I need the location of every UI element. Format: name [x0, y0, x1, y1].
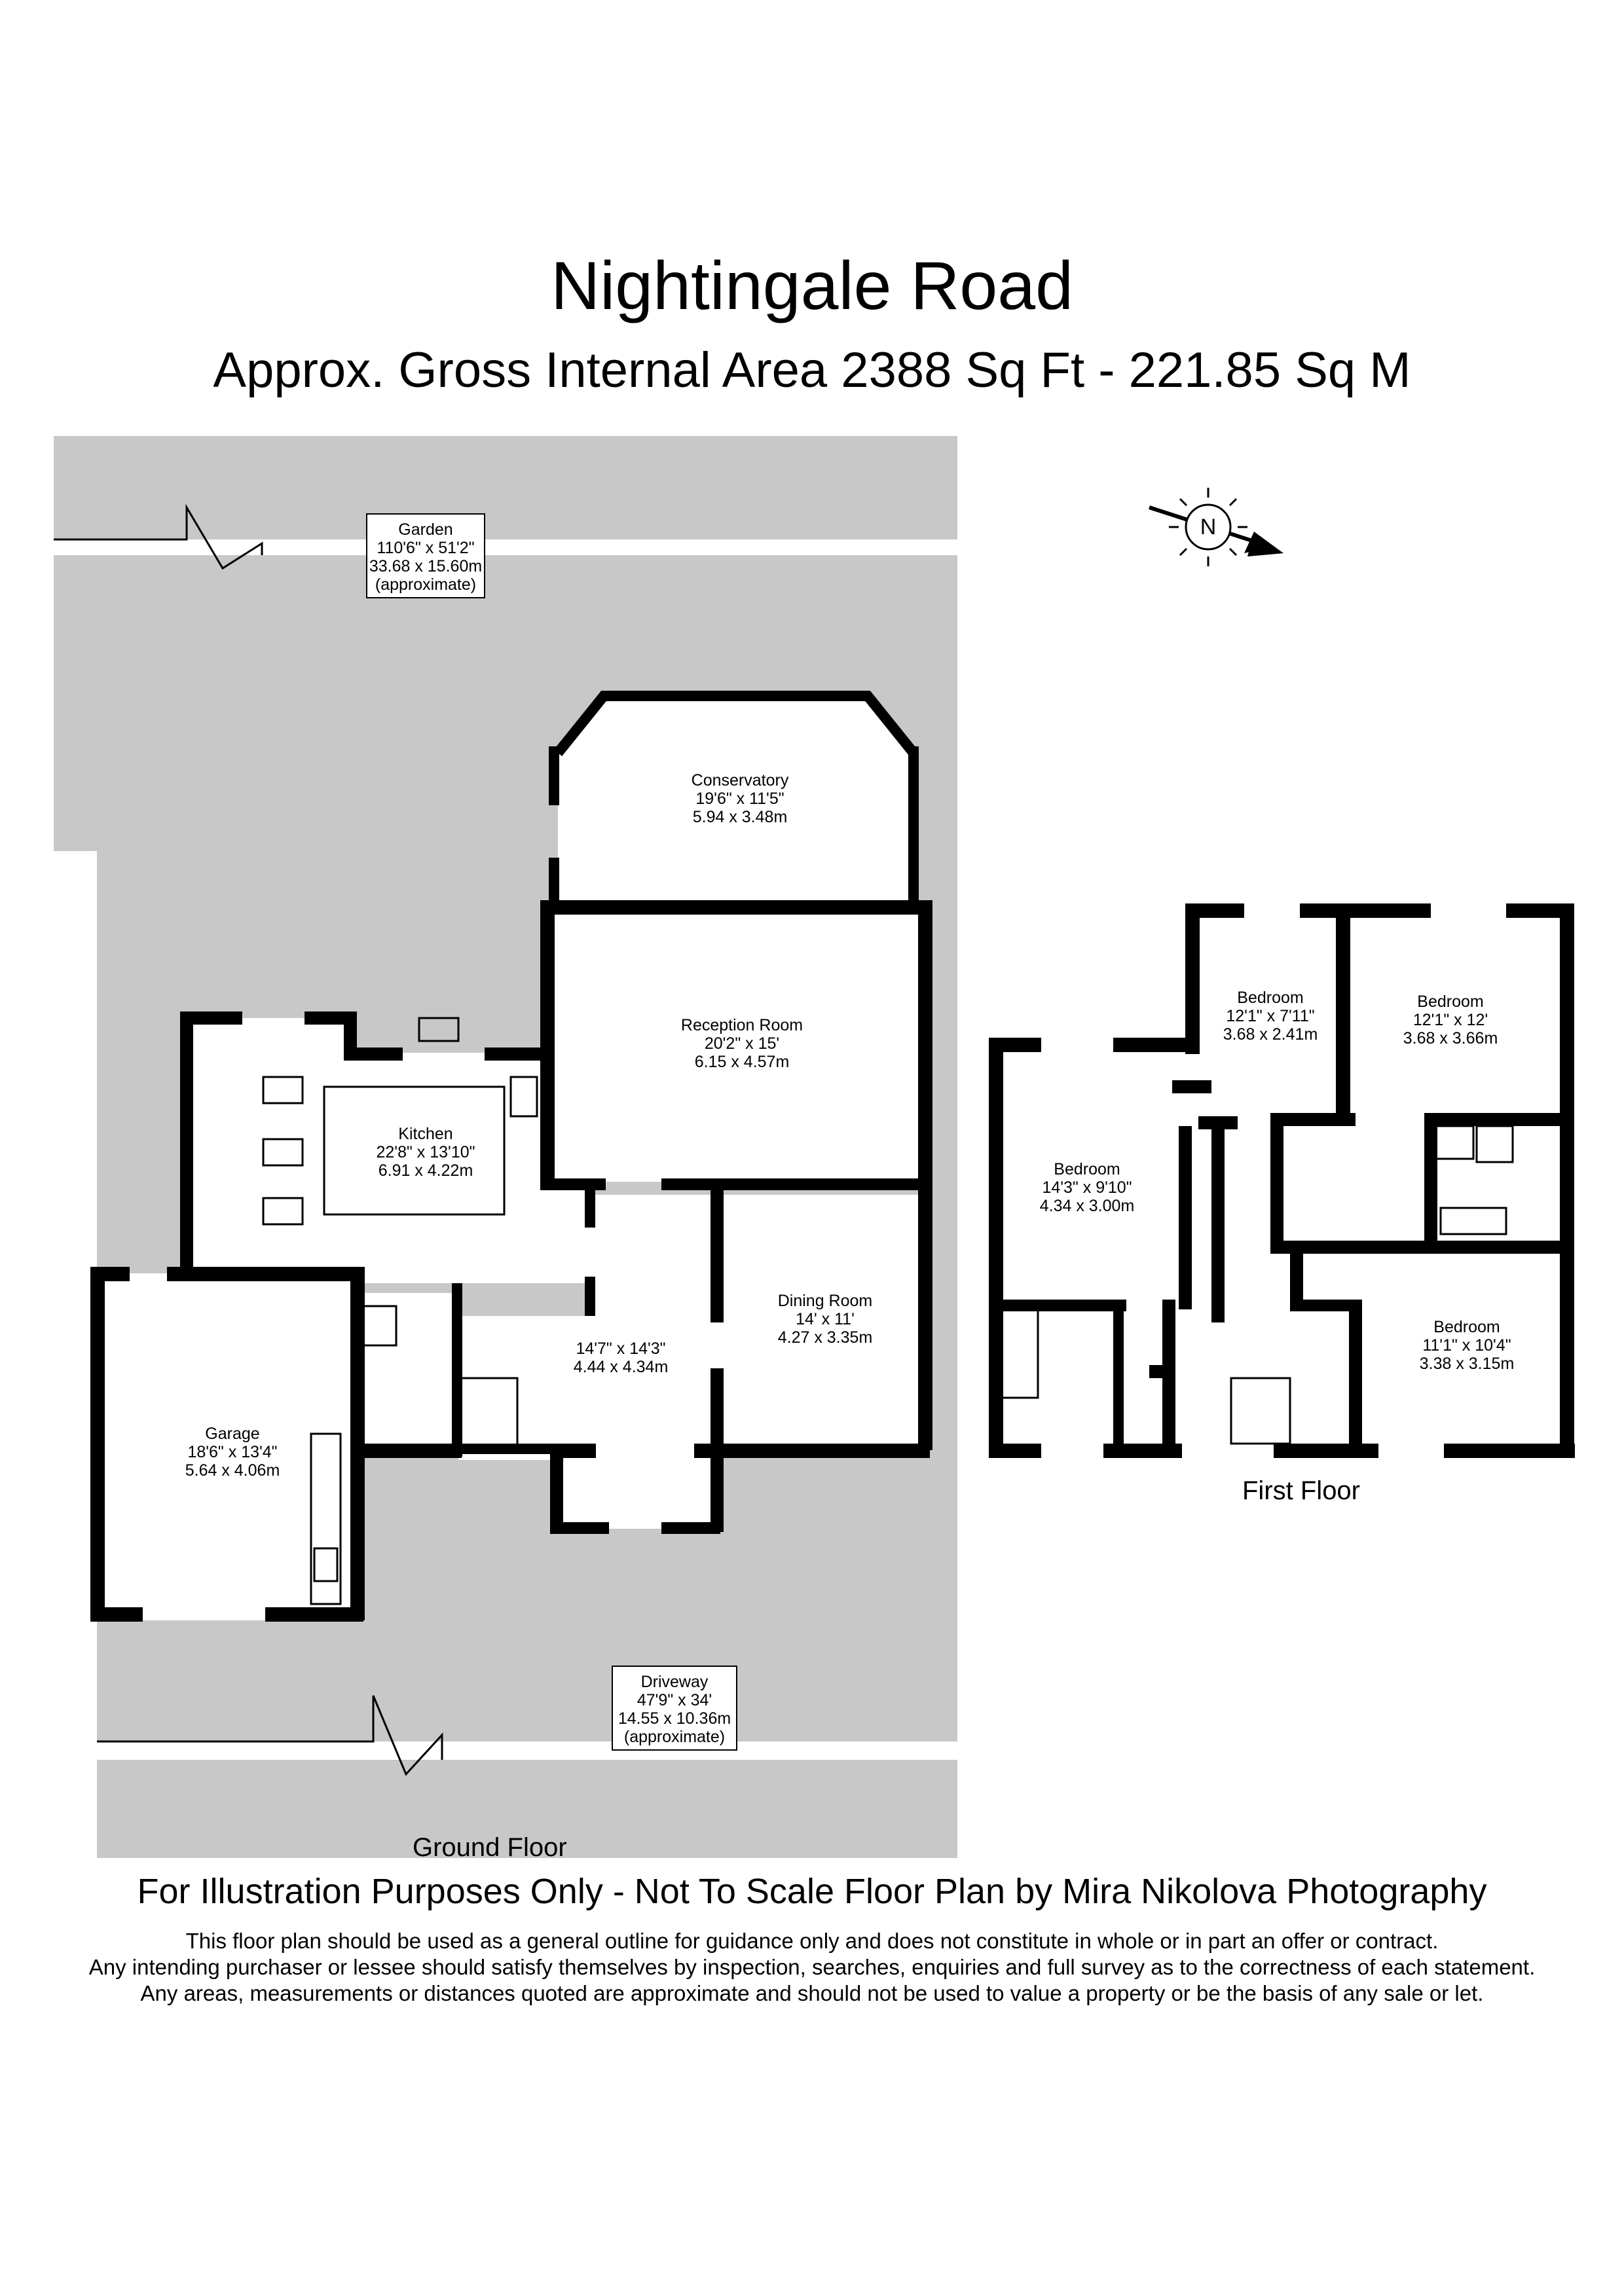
garage-imperial: 18'6" x 13'4" — [187, 1443, 278, 1461]
driveway-name: Driveway — [640, 1673, 709, 1691]
bedroom-4-label — [1420, 1318, 1515, 1373]
illustration-disclaimer: For Illustration Purposes Only - Not To Scale Floor Plan by Mira Nikolova Photography — [137, 1872, 1487, 1911]
bedroom-1-imperial: 12'1" x 7'11" — [1226, 1007, 1315, 1025]
bedroom-3-label — [1040, 1160, 1135, 1215]
dining-name: Dining Room — [777, 1292, 873, 1310]
first-floor-label: First Floor — [1242, 1476, 1360, 1505]
dining-imperial: 14' x 11' — [796, 1310, 855, 1328]
footer-line-1: This floor plan should be used as a general outline for guidance only and does not constitute in whole or in part an offer or contract. — [185, 1929, 1439, 1953]
garden-note: (approximate) — [375, 575, 477, 594]
bedroom-3-metric: 4.34 x 3.00m — [1039, 1197, 1135, 1215]
conservatory-metric: 5.94 x 3.48m — [692, 808, 788, 826]
garage-metric: 5.64 x 4.06m — [185, 1461, 280, 1480]
hallway-label — [574, 1339, 669, 1376]
north-compass — [1149, 488, 1283, 566]
garden-name: Garden — [398, 520, 453, 539]
bedroom-2-name: Bedroom — [1417, 993, 1484, 1011]
hallway-metric: 4.44 x 4.34m — [573, 1358, 669, 1376]
footer-line-2: Any intending purchaser or lessee should satisfy themselves by inspection, searches, enquiries and full survey as to the correctness of each statement. — [88, 1955, 1536, 1979]
garden-label — [367, 514, 485, 598]
reception-imperial: 20'2" x 15' — [704, 1034, 780, 1053]
driveway-note: (approximate) — [623, 1728, 726, 1746]
reception-name: Reception Room — [680, 1016, 803, 1034]
reception-metric: 6.15 x 4.57m — [694, 1053, 790, 1071]
driveway-area — [97, 1656, 957, 1858]
bedroom-4-metric: 3.38 x 3.15m — [1419, 1355, 1515, 1373]
garage-name: Garage — [205, 1425, 260, 1443]
footer-line-3: Any areas, measurements or distances quoted are approximate and should not be used to value a property or be the basis of any sale or let. — [140, 1981, 1484, 2005]
bedroom-4-name: Bedroom — [1433, 1318, 1500, 1336]
driveway-imperial: 47'9" x 34' — [637, 1691, 712, 1709]
area-subtitle: Approx. Gross Internal Area 2388 Sq Ft - 221.85 Sq M — [213, 342, 1411, 398]
kitchen-imperial: 22'8" x 13'10" — [376, 1143, 475, 1161]
bedroom-3-imperial: 14'3" x 9'10" — [1042, 1178, 1132, 1197]
bedroom-2-imperial: 12'1" x 12' — [1412, 1011, 1488, 1029]
bedroom-3-name: Bedroom — [1054, 1160, 1120, 1178]
bedroom-2-label — [1403, 993, 1498, 1048]
conservatory-imperial: 19'6" x 11'5" — [695, 790, 784, 808]
conservatory-name: Conservatory — [691, 771, 789, 790]
bedroom-1-label — [1223, 989, 1318, 1044]
kitchen-metric: 6.91 x 4.22m — [378, 1161, 473, 1180]
bedroom-1-metric: 3.68 x 2.41m — [1223, 1025, 1318, 1044]
garden-metric: 33.68 x 15.60m — [369, 557, 483, 575]
dining-metric: 4.27 x 3.35m — [777, 1328, 873, 1347]
conservatory-label — [692, 771, 789, 826]
driveway-metric: 14.55 x 10.36m — [618, 1709, 731, 1728]
compass-letter: N — [1200, 515, 1217, 539]
bedroom-2-metric: 3.68 x 3.66m — [1403, 1029, 1498, 1048]
driveway-label — [612, 1666, 737, 1750]
garden-imperial: 110'6" x 51'2" — [377, 539, 475, 557]
kitchen-name: Kitchen — [398, 1125, 453, 1143]
page-title: Nightingale Road — [551, 248, 1073, 324]
hallway-imperial: 14'7" x 14'3" — [576, 1339, 666, 1358]
ground-floor-label: Ground Floor — [413, 1833, 567, 1862]
bedroom-4-imperial: 11'1" x 10'4" — [1422, 1336, 1511, 1355]
bedroom-1-name: Bedroom — [1237, 989, 1304, 1007]
